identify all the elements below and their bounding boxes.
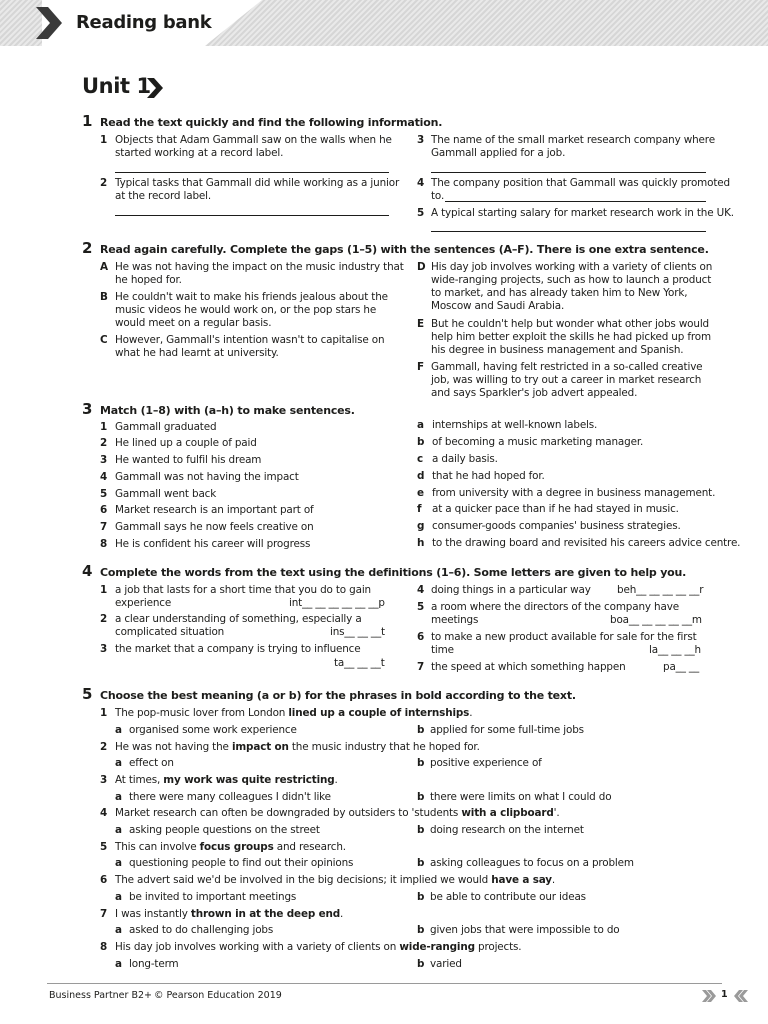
item-letter: e (417, 487, 425, 499)
item-letter: A (100, 261, 109, 273)
item-number: 5 (417, 601, 425, 613)
exercise-instruction: Complete the words from the text using the definitions (1–6). Some letters are given to help you. (100, 566, 687, 579)
sentence-start: Gammall graduated (115, 421, 217, 433)
item-letter: c (417, 453, 424, 465)
option-b[interactable]: be able to contribute our ideas (430, 891, 586, 903)
question-sentence: This can involve focus groups and research. (115, 841, 346, 853)
item-text: The company position that Gammall was quickly promoted (431, 177, 730, 189)
question-sentence: I was instantly thrown in at the deep end. (115, 908, 344, 920)
item-text: The name of the small market research company where (431, 134, 715, 146)
item-number: 5 (100, 488, 108, 500)
answer-line[interactable] (445, 201, 706, 202)
item-text: Typical tasks that Gammall did while working as a junior (115, 177, 400, 189)
item-text: help him better exploit the skills he had picked up from (431, 331, 711, 343)
chevron-right-icon (34, 7, 64, 39)
item-text: Gammall, having felt restricted in a so-called creative (431, 361, 703, 373)
word-gap-answer[interactable]: la__ __ __h (649, 644, 701, 656)
item-text: at the record label. (115, 190, 212, 202)
option-a[interactable]: questioning people to find out their opinions (129, 857, 354, 869)
item-number: 6 (100, 874, 108, 886)
item-number: 3 (100, 643, 108, 655)
item-letter: h (417, 537, 425, 549)
sentence-start: Gammall says he now feels creative on (115, 521, 314, 533)
sentence-end: of becoming a music marketing manager. (432, 436, 644, 448)
chevron-right-icon (146, 78, 164, 98)
option-b[interactable]: positive experience of (430, 757, 542, 769)
option-b[interactable]: there were limits on what I could do (430, 791, 612, 803)
exercise-instruction: Match (1–8) with (a–h) to make sentences. (100, 404, 355, 417)
item-number: 2 (100, 741, 108, 753)
item-text: to. (431, 190, 445, 202)
item-text: started working at a record label. (115, 147, 284, 159)
exercise-number: 4 (82, 562, 93, 580)
option-a[interactable]: there were many colleagues I didn't like (129, 791, 331, 803)
item-number: 4 (417, 584, 425, 596)
question-sentence: Market research can often be downgraded by outsiders to 'students with a clipboard'. (115, 807, 560, 819)
item-number: 7 (100, 908, 108, 920)
word-gap-answer[interactable]: beh__ __ __ __ __r (617, 584, 704, 596)
option-a[interactable]: be invited to important meetings (129, 891, 297, 903)
item-text: Objects that Adam Gammall saw on the walls when he (115, 134, 392, 146)
item-text: His day job involves working with a variety of clients on (431, 261, 713, 273)
option-b[interactable]: applied for some full-time jobs (430, 724, 584, 736)
item-number: 1 (100, 421, 108, 433)
item-text: he hoped for. (115, 274, 182, 286)
item-number: 4 (417, 177, 425, 189)
item-text: However, Gammall's intention wasn't to capitalise on (115, 334, 385, 346)
sentence-end: from university with a degree in business management. (432, 487, 716, 499)
item-number: 6 (417, 631, 425, 643)
definition-text: experience (115, 597, 172, 609)
sentence-end: internships at well-known labels. (432, 419, 598, 431)
sentence-start: He is confident his career will progress (115, 538, 311, 550)
word-gap-answer[interactable]: boa__ __ __ __ __m (610, 614, 702, 626)
item-text: He couldn't wait to make his friends jealous about the (115, 291, 388, 303)
sentence-end: to the drawing board and revisited his careers advice centre. (432, 537, 741, 549)
sentence-start: He wanted to fulfil his dream (115, 454, 262, 466)
item-number: 3 (100, 774, 108, 786)
definition-text: a room where the directors of the company have (431, 601, 679, 613)
item-number: 4 (100, 471, 108, 483)
item-text: A typical starting salary for market research work in the UK. (431, 207, 734, 219)
item-letter: C (100, 334, 108, 346)
item-number: 3 (417, 134, 425, 146)
item-number: 2 (100, 437, 108, 449)
sentence-start: Gammall went back (115, 488, 217, 500)
footer-copyright: © Pearson Education 2019 (154, 990, 282, 1001)
item-letter: D (417, 261, 426, 273)
item-number: 2 (100, 177, 108, 189)
answer-line[interactable] (431, 231, 706, 232)
item-number: 5 (100, 841, 108, 853)
word-gap-answer[interactable]: ta__ __ __t (334, 657, 385, 669)
item-letter: g (417, 520, 425, 532)
page-title: Reading bank (76, 12, 212, 33)
option-b[interactable]: asking colleagues to focus on a problem (430, 857, 634, 869)
footer-book-title: Business Partner B2+ (49, 990, 152, 1001)
footer-divider (47, 983, 722, 984)
unit-title: Unit 1 (82, 74, 151, 98)
definition-text: doing things in a particular way (431, 584, 591, 596)
question-sentence: The pop-music lover from London lined up a couple of internships. (115, 707, 473, 719)
item-letter: B (100, 291, 108, 303)
answer-line[interactable] (431, 172, 706, 173)
option-b[interactable]: doing research on the internet (430, 824, 584, 836)
sentence-end: a daily basis. (432, 453, 498, 465)
sentence-start: Market research is an important part of (115, 504, 314, 516)
item-number: 7 (417, 661, 425, 673)
definition-text: the market that a company is trying to influence (115, 643, 361, 655)
option-b[interactable]: varied (430, 958, 462, 970)
item-letter: E (417, 318, 425, 330)
item-text: music videos he would work on, or the pop stars he (115, 304, 377, 316)
exercise-number: 3 (82, 400, 93, 418)
definition-text: time (431, 644, 454, 656)
item-number: 7 (100, 521, 108, 533)
item-number: 3 (100, 454, 108, 466)
item-text: Gammall applied for a job. (431, 147, 566, 159)
option-b[interactable]: given jobs that were impossible to do (430, 924, 620, 936)
item-number: 1 (100, 584, 108, 596)
chevron-right-icon (702, 990, 716, 1002)
answer-line[interactable] (115, 215, 389, 216)
exercise-number: 5 (82, 685, 93, 703)
definition-text: a job that lasts for a short time that you do to gain (115, 584, 371, 596)
item-text: Moscow and Saudi Arabia. (431, 300, 565, 312)
word-gap-answer[interactable]: pa__ __ (663, 661, 699, 673)
chevron-left-icon (734, 990, 748, 1002)
item-number: 8 (100, 538, 108, 550)
item-text: and says Sparkler's job advert appealed. (431, 387, 638, 399)
item-text: to market, and has already taken him to New York, (431, 287, 688, 299)
item-letter: d (417, 470, 425, 482)
item-number: 6 (100, 504, 108, 516)
question-sentence: At times, my work was quite restricting. (115, 774, 338, 786)
definition-text: complicated situation (115, 626, 225, 638)
definition-text: the speed at which something happen (431, 661, 626, 673)
exercise-number: 1 (82, 112, 93, 130)
sentence-start: He lined up a couple of paid (115, 437, 257, 449)
item-number: 8 (100, 941, 108, 953)
option-a[interactable]: long-term (129, 958, 179, 970)
sentence-end: at a quicker pace than if he had stayed in music. (432, 503, 679, 515)
item-number: 2 (100, 613, 108, 625)
item-text: He was not having the impact on the music industry that (115, 261, 404, 273)
word-gap-answer[interactable]: ins__ __ __t (330, 626, 385, 638)
exercise-instruction: Read the text quickly and find the following information. (100, 116, 443, 129)
item-text: would meet on a regular basis. (115, 317, 272, 329)
item-number: 1 (100, 707, 108, 719)
exercise-instruction: Read again carefully. Complete the gaps (1–5) with the sentences (A–F). There is one extra sentence. (100, 243, 709, 256)
option-a[interactable]: asked to do challenging jobs (129, 924, 274, 936)
item-text: his degree in business management and Spanish. (431, 344, 684, 356)
item-letter: f (417, 503, 422, 515)
item-number: 1 (100, 134, 108, 146)
definition-text: a clear understanding of something, especially a (115, 613, 362, 625)
sentence-start: Gammall was not having the impact (115, 471, 299, 483)
question-sentence: He was not having the impact on the music industry that he hoped for. (115, 741, 480, 753)
item-text: wide-ranging projects, such as how to launch a product (431, 274, 712, 286)
question-sentence: His day job involves working with a variety of clients on wide-ranging projects. (115, 941, 522, 953)
item-text: what he had learnt at university. (115, 347, 279, 359)
option-a[interactable]: asking people questions on the street (129, 824, 320, 836)
exercise-number: 2 (82, 239, 93, 257)
item-text: job, was willing to try out a career in market research (431, 374, 702, 386)
answer-line[interactable] (115, 172, 389, 173)
word-gap-answer[interactable]: int__ __ __ __ __ __p (289, 597, 385, 609)
definition-text: meetings (431, 614, 479, 626)
item-letter: F (417, 361, 425, 373)
sentence-end: that he had hoped for. (432, 470, 545, 482)
item-number: 5 (417, 207, 425, 219)
item-letter: a (417, 419, 425, 431)
page-number: 1 (721, 989, 728, 1000)
item-letter: b (417, 436, 425, 448)
exercise-instruction: Choose the best meaning (a or b) for the phrases in bold according to the text. (100, 689, 576, 702)
item-text: But he couldn't help but wonder what other jobs would (431, 318, 709, 330)
item-number: 4 (100, 807, 108, 819)
option-a[interactable]: effect on (129, 757, 174, 769)
question-sentence: The advert said we'd be involved in the big decisions; it implied we would have a say. (115, 874, 556, 886)
sentence-end: consumer-goods companies' business strategies. (432, 520, 681, 532)
definition-text: to make a new product available for sale for the first (431, 631, 697, 643)
option-a[interactable]: organised some work experience (129, 724, 297, 736)
